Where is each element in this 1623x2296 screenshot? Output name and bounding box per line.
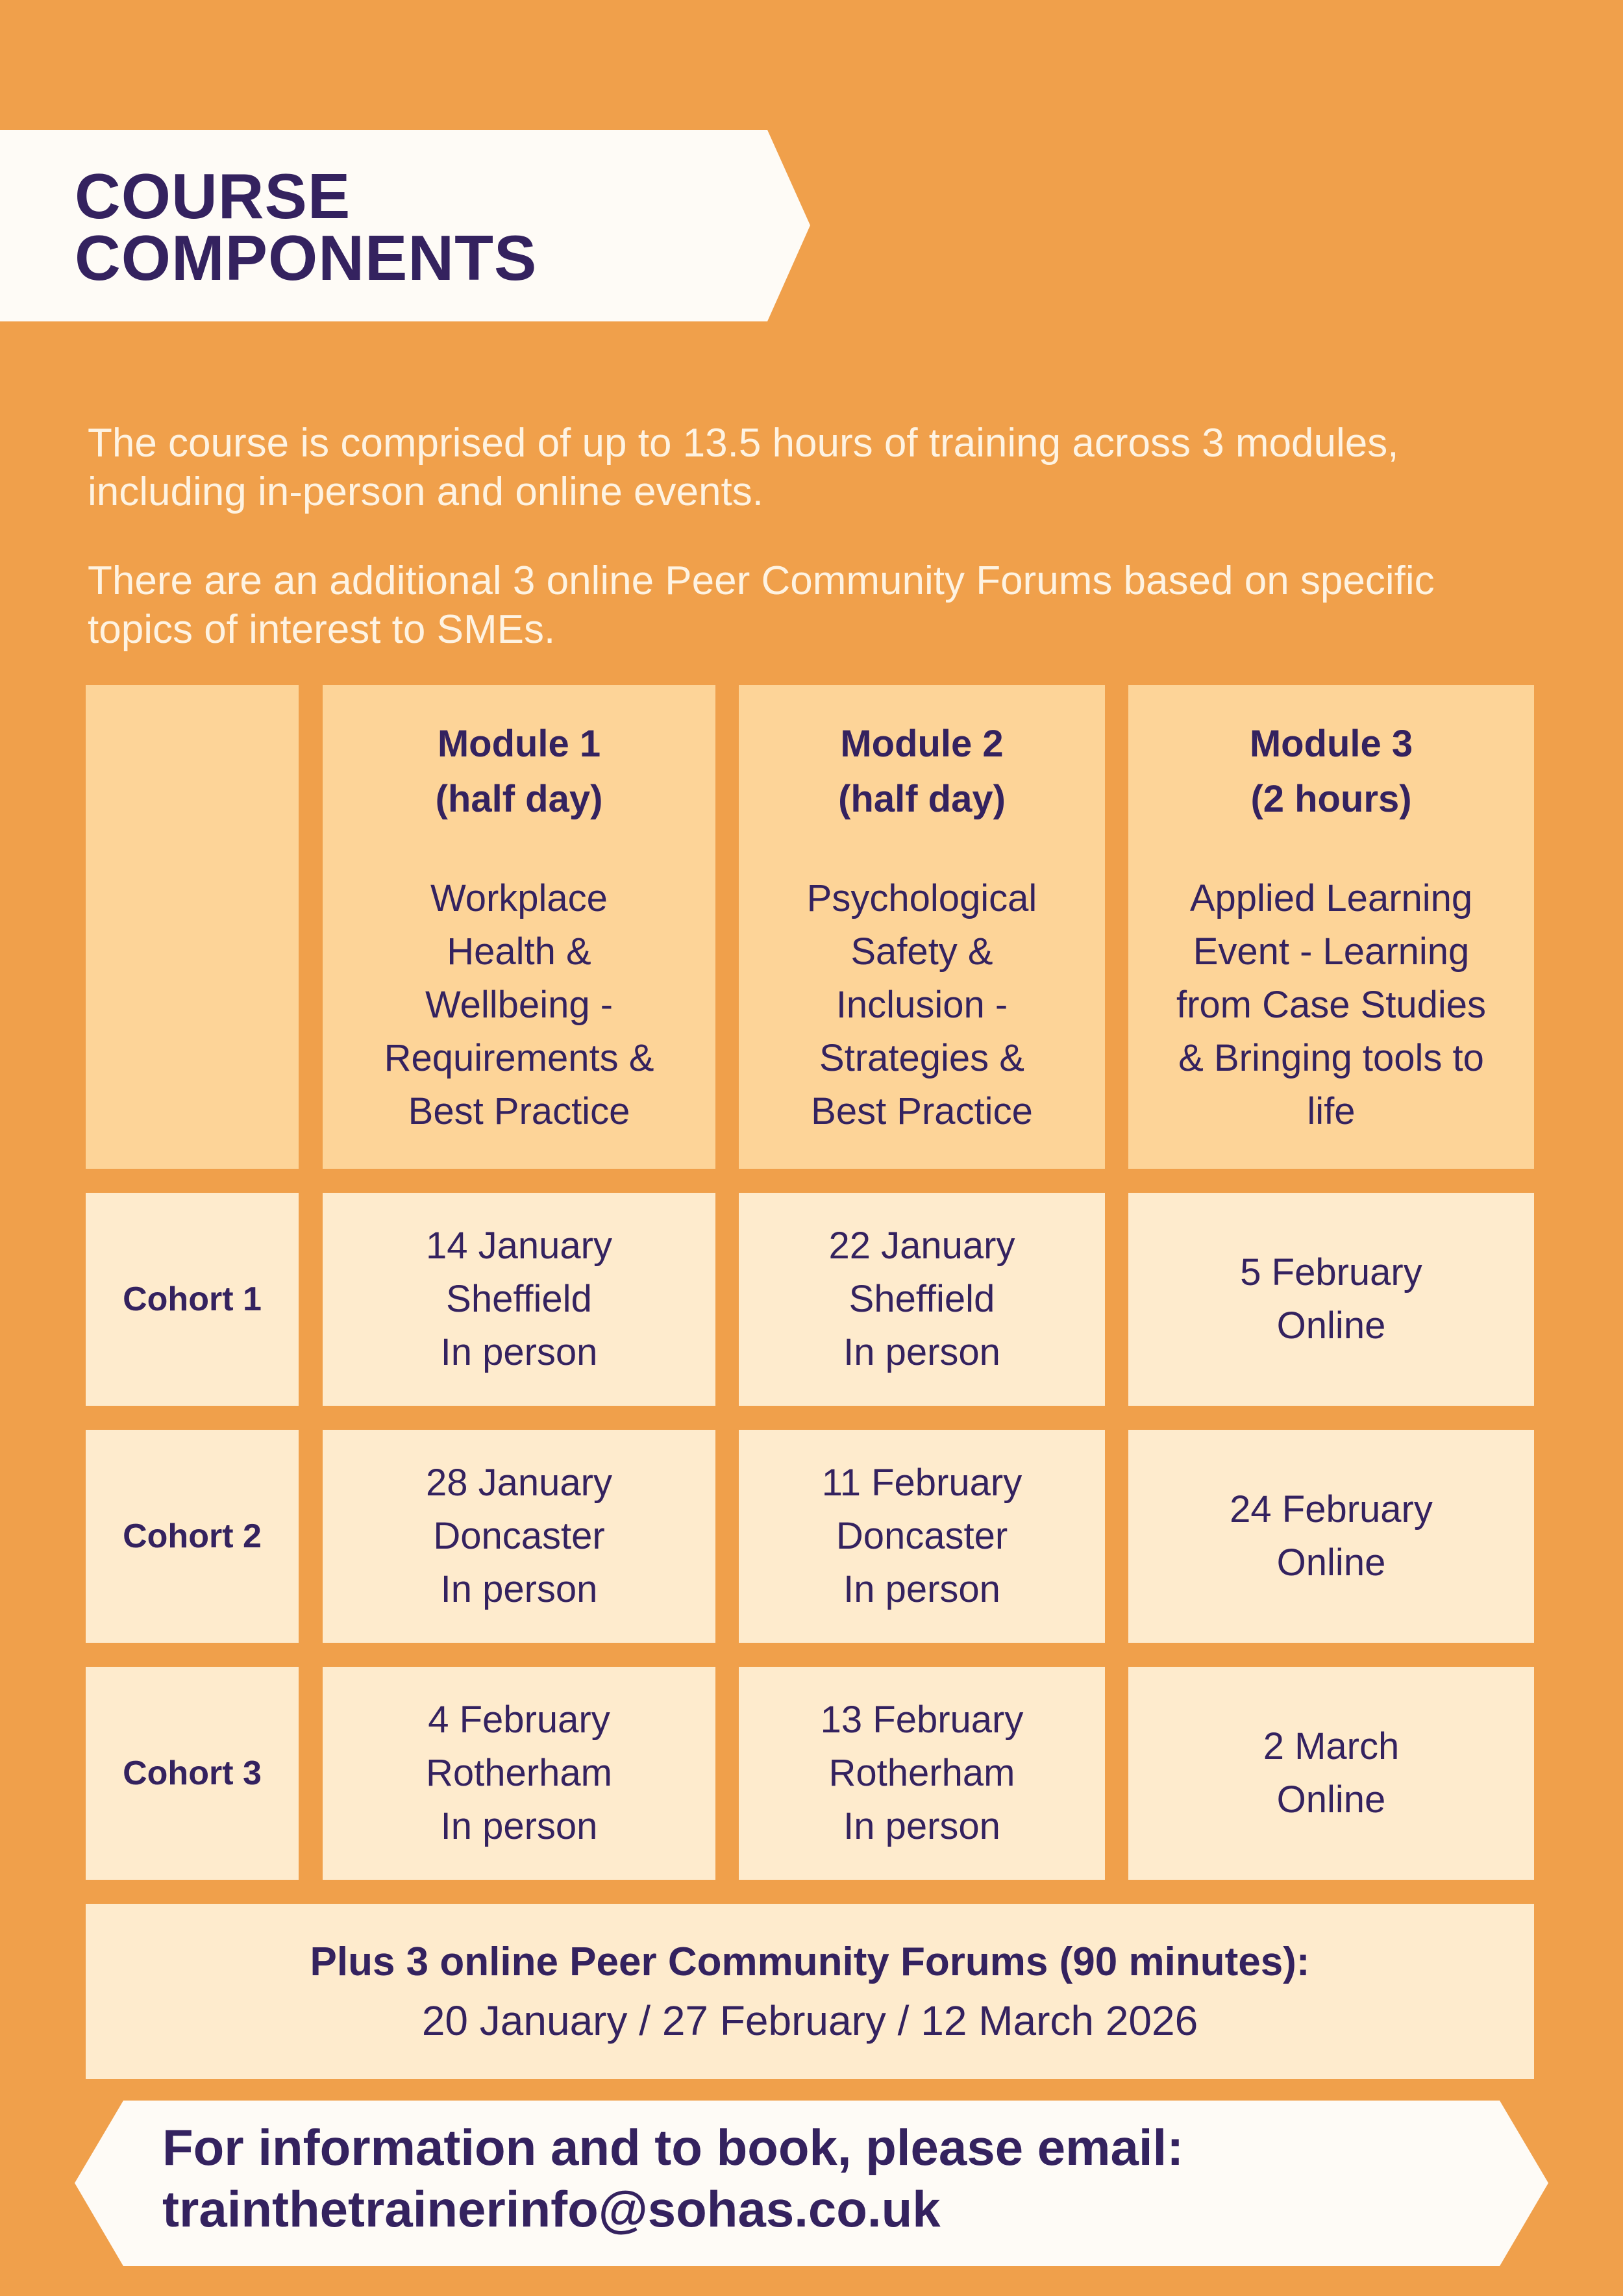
peer-forums-dates: 20 January / 27 February / 12 March 2026 (421, 1997, 1198, 2044)
cohort-1-module-3-cell (1128, 1193, 1534, 1406)
cohort-2-module-1-text: 28 January Doncaster In person (426, 1462, 612, 1610)
intro-paragraph-1: The course is comprised of up to 13.5 hours of training across 3 modules, including in-person and online events. (88, 421, 1399, 514)
cohort-2-module-2-cell (739, 1430, 1105, 1643)
cohort-1-label-cell (86, 1193, 299, 1406)
cohort-1-module-3-text: 5 February Online (1240, 1251, 1422, 1347)
cohort-1-module-1-cell (323, 1193, 715, 1406)
module-1-description: Workplace Health & Wellbeing - Requirements & Best Practice (384, 877, 654, 1132)
cohort-3-module-3-cell (1128, 1667, 1534, 1880)
cohort-2-module-3-text: 24 February Online (1230, 1488, 1433, 1584)
cohort-3-module-2-cell (739, 1667, 1105, 1880)
module-2-header (739, 685, 1105, 1169)
peer-forums-title: Plus 3 online Peer Community Forums (90 minutes): (310, 1940, 1310, 1984)
cta-email-link[interactable]: trainthetrainerinfo@sohas.co.uk (162, 2180, 941, 2238)
cta-text (162, 2117, 1183, 2240)
cohort-1-module-1-text: 14 January Sheffield In person (426, 1225, 612, 1373)
cohort-1-module-2-cell (739, 1193, 1105, 1406)
page-title (75, 160, 538, 293)
cohort-2-label: Cohort 2 (123, 1517, 262, 1555)
module-3-name: Module 3 (2 hours) (1249, 722, 1413, 820)
cohort-1-module-2-text: 22 January Sheffield In person (828, 1225, 1015, 1373)
peer-forums-box (86, 1904, 1534, 2079)
cohort-2-module-3-cell (1128, 1430, 1534, 1643)
cohort-2-label-cell (86, 1430, 299, 1643)
intro-paragraph-2: There are an additional 3 online Peer Community Forums based on specific topics of interest to SMEs. (88, 558, 1435, 652)
cohort-3-module-2-text: 13 February Rotherham In person (820, 1699, 1024, 1847)
module-1-name: Module 1 (half day) (435, 722, 603, 820)
table-corner-cell (86, 685, 299, 1169)
cohort-3-module-1-text: 4 February Rotherham In person (426, 1699, 612, 1847)
module-2-name: Module 2 (half day) (838, 722, 1006, 820)
module-1-header (323, 685, 715, 1169)
module-2-description: Psychological Safety & Inclusion - Strategies & Best Practice (806, 877, 1037, 1132)
cohort-2-module-2-text: 11 February Doncaster In person (821, 1462, 1022, 1610)
title-line-1: COURSE (75, 160, 351, 232)
cohort-3-module-3-text: 2 March Online (1263, 1725, 1400, 1821)
module-3-description: Applied Learning Event - Learning from Case Studies & Bringing tools to life (1176, 877, 1487, 1132)
cohort-1-label: Cohort 1 (123, 1280, 262, 1318)
cohort-2-module-1-cell (323, 1430, 715, 1643)
cta-line: For information and to book, please email: (162, 2119, 1184, 2176)
module-3-header (1128, 685, 1534, 1169)
cohort-3-module-1-cell (323, 1667, 715, 1880)
cohort-3-label-cell (86, 1667, 299, 1880)
title-line-2: COMPONENTS (75, 222, 538, 293)
cohort-3-label: Cohort 3 (123, 1754, 262, 1792)
